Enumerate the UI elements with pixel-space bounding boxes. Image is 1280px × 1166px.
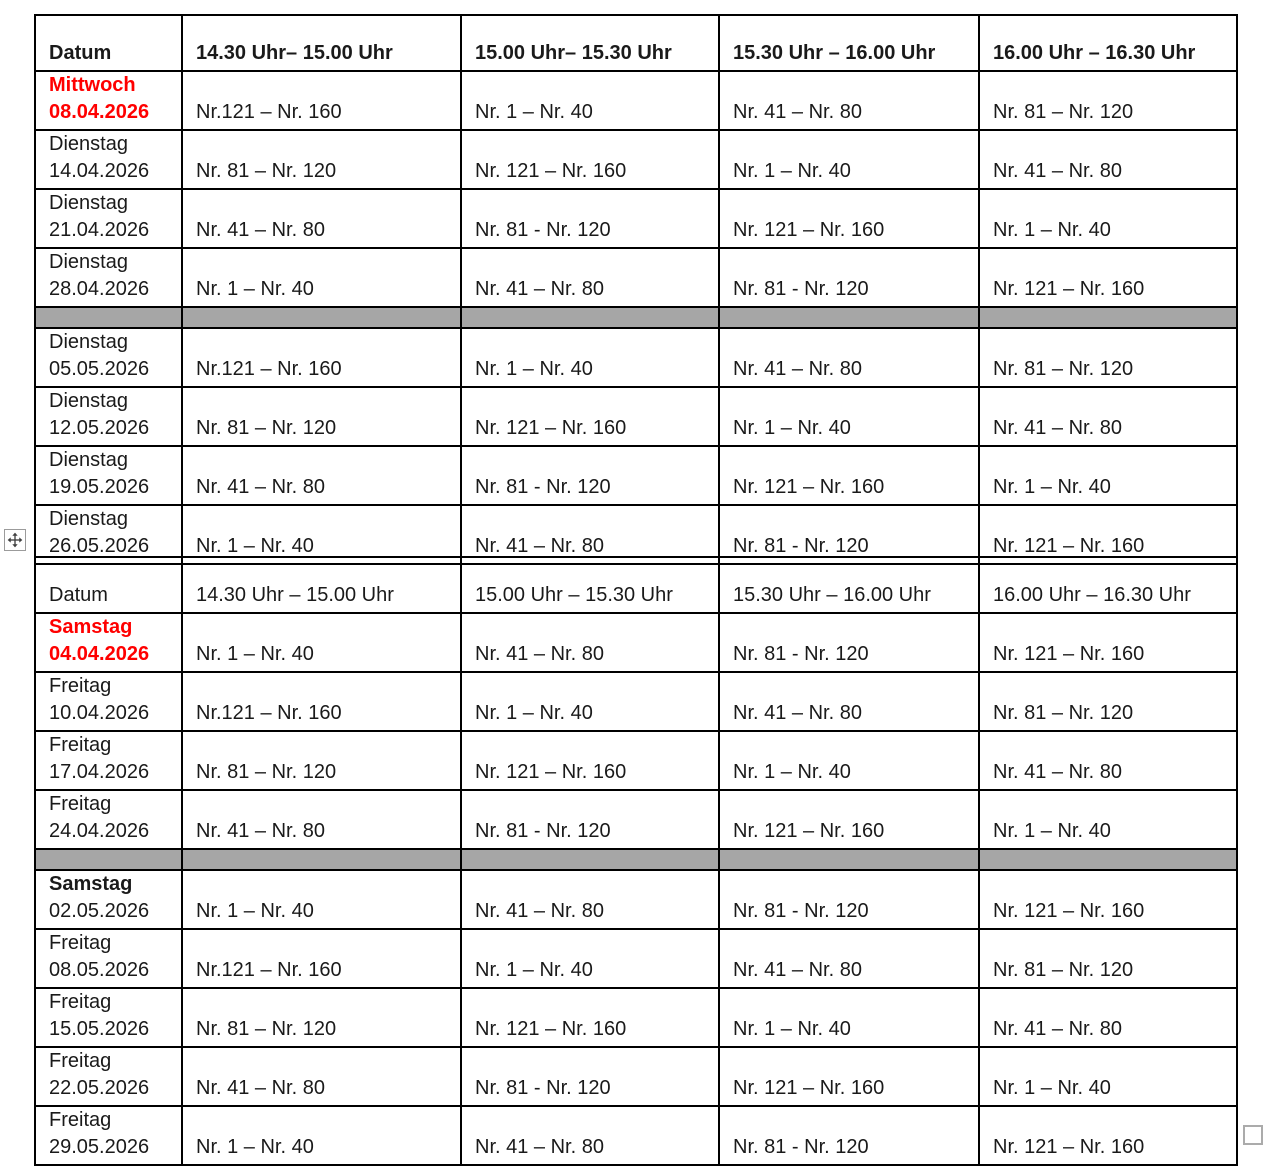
number-range-cell[interactable]: Nr. 81 – Nr. 120	[979, 672, 1237, 731]
number-range-cell[interactable]: Nr. 41 – Nr. 80	[182, 790, 461, 849]
separator-cell	[182, 307, 461, 328]
column-header-timeslot[interactable]: 15.30 Uhr – 16.00 Uhr	[719, 15, 979, 71]
number-range-cell[interactable]: Nr. 121 – Nr. 160	[719, 189, 979, 248]
number-range-cell[interactable]: Nr. 1 – Nr. 40	[719, 387, 979, 446]
date-label: 24.04.2026	[49, 820, 150, 842]
number-range-cell[interactable]: Nr. 41 – Nr. 80	[719, 929, 979, 988]
table-row	[35, 988, 1237, 1047]
date-cell[interactable]	[35, 929, 182, 988]
table-move-handle[interactable]	[4, 529, 26, 551]
number-range-cell[interactable]: Nr. 121 – Nr. 160	[461, 731, 719, 790]
number-range-cell[interactable]: Nr. 81 – Nr. 120	[979, 929, 1237, 988]
number-range-cell[interactable]: Nr. 1 – Nr. 40	[979, 790, 1237, 849]
separator-cell	[35, 307, 182, 328]
date-cell[interactable]	[35, 328, 182, 387]
date-label: 29.05.2026	[49, 1136, 150, 1158]
column-header-timeslot[interactable]: 15.30 Uhr – 16.00 Uhr	[719, 557, 979, 613]
number-range-cell[interactable]: Nr. 41 – Nr. 80	[461, 1106, 719, 1165]
date-cell[interactable]	[35, 613, 182, 672]
number-range-cell[interactable]: Nr. 121 – Nr. 160	[979, 870, 1237, 929]
date-cell[interactable]	[35, 870, 182, 929]
number-range-cell[interactable]: Nr. 41 – Nr. 80	[182, 189, 461, 248]
column-header-timeslot[interactable]: 16.00 Uhr – 16.30 Uhr	[979, 557, 1237, 613]
separator-cell	[979, 307, 1237, 328]
day-label: Dienstag	[49, 251, 128, 273]
number-range-cell[interactable]: Nr. 41 – Nr. 80	[979, 988, 1237, 1047]
number-range-cell[interactable]: Nr. 41 – Nr. 80	[719, 71, 979, 130]
date-label: 12.05.2026	[49, 417, 150, 439]
date-label: 19.05.2026	[49, 476, 150, 498]
number-range-cell[interactable]: Nr. 81 - Nr. 120	[719, 248, 979, 307]
table-row	[35, 731, 1237, 790]
move-arrows-icon	[7, 532, 23, 548]
schedule-table-wednesday-tuesday	[34, 14, 1238, 565]
date-label: 10.04.2026	[49, 702, 150, 724]
day-label: Dienstag	[49, 390, 128, 412]
date-cell[interactable]	[35, 672, 182, 731]
number-range-cell[interactable]: Nr. 81 – Nr. 120	[182, 988, 461, 1047]
column-header-timeslot[interactable]: 14.30 Uhr – 15.00 Uhr	[182, 557, 461, 613]
number-range-cell[interactable]: Nr. 1 – Nr. 40	[719, 731, 979, 790]
number-range-cell[interactable]: Nr. 81 - Nr. 120	[719, 613, 979, 672]
date-label: 08.05.2026	[49, 959, 150, 981]
number-range-cell[interactable]: Nr. 1 – Nr. 40	[182, 1106, 461, 1165]
day-label: Freitag	[49, 734, 112, 756]
column-header-timeslot[interactable]: 15.00 Uhr– 15.30 Uhr	[461, 15, 719, 71]
number-range-cell[interactable]: Nr. 41 – Nr. 80	[461, 870, 719, 929]
number-range-cell[interactable]: Nr. 1 – Nr. 40	[461, 929, 719, 988]
date-label: 14.04.2026	[49, 160, 150, 182]
separator-cell	[35, 849, 182, 870]
number-range-cell[interactable]: Nr. 121 – Nr. 160	[979, 505, 1237, 564]
number-range-cell[interactable]: Nr.121 – Nr. 160	[182, 328, 461, 387]
number-range-cell[interactable]: Nr.121 – Nr. 160	[182, 672, 461, 731]
separator-cell	[719, 307, 979, 328]
number-range-cell[interactable]: Nr. 41 – Nr. 80	[979, 130, 1237, 189]
column-header-datum[interactable]: Datum	[35, 15, 182, 71]
date-label: 05.05.2026	[49, 358, 150, 380]
number-range-cell[interactable]: Nr. 41 – Nr. 80	[719, 672, 979, 731]
day-label: Samstag	[49, 873, 133, 895]
date-cell[interactable]	[35, 130, 182, 189]
date-label: 15.05.2026	[49, 1018, 150, 1040]
number-range-cell[interactable]: Nr. 41 – Nr. 80	[979, 731, 1237, 790]
column-header-timeslot[interactable]: 16.00 Uhr – 16.30 Uhr	[979, 15, 1237, 71]
schedule-table-saturday-friday	[34, 556, 1238, 1166]
date-cell[interactable]	[35, 446, 182, 505]
header-row	[35, 557, 1237, 613]
separator-cell	[719, 849, 979, 870]
number-range-cell[interactable]: Nr.121 – Nr. 160	[182, 71, 461, 130]
number-range-cell[interactable]: Nr. 81 - Nr. 120	[461, 189, 719, 248]
date-label: 02.05.2026	[49, 900, 150, 922]
date-cell[interactable]	[35, 189, 182, 248]
day-label: Dienstag	[49, 133, 128, 155]
number-range-cell[interactable]: Nr. 81 - Nr. 120	[719, 505, 979, 564]
number-range-cell[interactable]: Nr. 81 – Nr. 120	[182, 731, 461, 790]
separator-cell	[461, 307, 719, 328]
number-range-cell[interactable]: Nr. 1 – Nr. 40	[182, 613, 461, 672]
separator-cell	[461, 849, 719, 870]
number-range-cell[interactable]: Nr. 1 – Nr. 40	[461, 672, 719, 731]
number-range-cell[interactable]: Nr. 81 – Nr. 120	[182, 130, 461, 189]
table-row	[35, 1047, 1237, 1106]
separator-row	[35, 307, 1237, 328]
number-range-cell[interactable]: Nr. 121 – Nr. 160	[461, 130, 719, 189]
number-range-cell[interactable]: Nr. 121 – Nr. 160	[719, 790, 979, 849]
number-range-cell[interactable]: Nr.121 – Nr. 160	[182, 929, 461, 988]
number-range-cell[interactable]: Nr. 1 – Nr. 40	[461, 71, 719, 130]
table-row	[35, 870, 1237, 929]
day-label: Freitag	[49, 675, 112, 697]
table-row	[35, 929, 1237, 988]
number-range-cell[interactable]: Nr. 41 – Nr. 80	[182, 446, 461, 505]
table-row	[35, 790, 1237, 849]
number-range-cell[interactable]: Nr. 81 - Nr. 120	[461, 1047, 719, 1106]
number-range-cell[interactable]: Nr. 121 – Nr. 160	[979, 613, 1237, 672]
number-range-cell[interactable]: Nr. 81 – Nr. 120	[979, 328, 1237, 387]
table-row	[35, 71, 1237, 130]
number-range-cell[interactable]: Nr. 1 – Nr. 40	[182, 248, 461, 307]
number-range-cell[interactable]: Nr. 41 – Nr. 80	[979, 387, 1237, 446]
number-range-cell[interactable]: Nr. 41 – Nr. 80	[461, 248, 719, 307]
number-range-cell[interactable]: Nr. 1 – Nr. 40	[719, 988, 979, 1047]
day-label: Freitag	[49, 793, 112, 815]
number-range-cell[interactable]: Nr. 1 – Nr. 40	[979, 189, 1237, 248]
table-row	[35, 672, 1237, 731]
column-header-timeslot[interactable]: 14.30 Uhr– 15.00 Uhr	[182, 15, 461, 71]
number-range-cell[interactable]: Nr. 121 – Nr. 160	[979, 1106, 1237, 1165]
separator-cell	[182, 849, 461, 870]
number-range-cell[interactable]: Nr. 81 – Nr. 120	[182, 387, 461, 446]
date-label: 26.05.2026	[49, 535, 150, 557]
separator-cell	[979, 849, 1237, 870]
number-range-cell[interactable]: Nr. 121 – Nr. 160	[461, 387, 719, 446]
number-range-cell[interactable]: Nr. 121 – Nr. 160	[719, 1047, 979, 1106]
table-row	[35, 328, 1237, 387]
day-label: Freitag	[49, 1109, 112, 1131]
number-range-cell[interactable]: Nr. 121 – Nr. 160	[979, 248, 1237, 307]
day-label: Dienstag	[49, 449, 128, 471]
table-row	[35, 387, 1237, 446]
day-label: Dienstag	[49, 192, 128, 214]
date-cell[interactable]	[35, 1047, 182, 1106]
date-label: 21.04.2026	[49, 219, 150, 241]
date-cell[interactable]	[35, 790, 182, 849]
date-label: 28.04.2026	[49, 278, 150, 300]
day-label: Dienstag	[49, 331, 128, 353]
number-range-cell[interactable]: Nr. 1 – Nr. 40	[979, 1047, 1237, 1106]
number-range-cell[interactable]: Nr. 41 – Nr. 80	[461, 505, 719, 564]
date-cell[interactable]	[35, 71, 182, 130]
column-header-datum[interactable]: Datum	[35, 557, 182, 613]
number-range-cell[interactable]: Nr. 81 – Nr. 120	[979, 71, 1237, 130]
table-row	[35, 613, 1237, 672]
date-cell[interactable]	[35, 1106, 182, 1165]
date-cell[interactable]	[35, 248, 182, 307]
column-header-timeslot[interactable]: 15.00 Uhr – 15.30 Uhr	[461, 557, 719, 613]
date-cell[interactable]	[35, 731, 182, 790]
number-range-cell[interactable]: Nr. 1 – Nr. 40	[182, 505, 461, 564]
number-range-cell[interactable]: Nr. 121 – Nr. 160	[461, 988, 719, 1047]
day-label: Samstag	[49, 616, 133, 638]
number-range-cell[interactable]: Nr. 81 - Nr. 120	[461, 790, 719, 849]
number-range-cell[interactable]: Nr. 81 - Nr. 120	[719, 870, 979, 929]
table-row	[35, 446, 1237, 505]
number-range-cell[interactable]: Nr. 81 - Nr. 120	[461, 446, 719, 505]
number-range-cell[interactable]: Nr. 1 – Nr. 40	[461, 328, 719, 387]
number-range-cell[interactable]: Nr. 1 – Nr. 40	[979, 446, 1237, 505]
number-range-cell[interactable]: Nr. 41 – Nr. 80	[719, 328, 979, 387]
date-label: 22.05.2026	[49, 1077, 150, 1099]
number-range-cell[interactable]: Nr. 41 – Nr. 80	[182, 1047, 461, 1106]
table-row	[35, 1106, 1237, 1165]
day-label: Mittwoch	[49, 74, 136, 96]
date-label: 17.04.2026	[49, 761, 150, 783]
number-range-cell[interactable]: Nr. 81 - Nr. 120	[719, 1106, 979, 1165]
table-resize-handle[interactable]	[1243, 1125, 1263, 1145]
date-cell[interactable]	[35, 988, 182, 1047]
table-row	[35, 248, 1237, 307]
day-label: Freitag	[49, 1050, 112, 1072]
table-row	[35, 189, 1237, 248]
header-row	[35, 15, 1237, 71]
date-label: 08.04.2026	[49, 101, 150, 123]
day-label: Freitag	[49, 932, 112, 954]
number-range-cell[interactable]: Nr. 1 – Nr. 40	[182, 870, 461, 929]
day-label: Dienstag	[49, 508, 128, 530]
number-range-cell[interactable]: Nr. 1 – Nr. 40	[719, 130, 979, 189]
number-range-cell[interactable]: Nr. 41 – Nr. 80	[461, 613, 719, 672]
day-label: Freitag	[49, 991, 112, 1013]
date-cell[interactable]	[35, 387, 182, 446]
date-label: 04.04.2026	[49, 643, 150, 665]
number-range-cell[interactable]: Nr. 121 – Nr. 160	[719, 446, 979, 505]
table-row	[35, 130, 1237, 189]
separator-row	[35, 849, 1237, 870]
